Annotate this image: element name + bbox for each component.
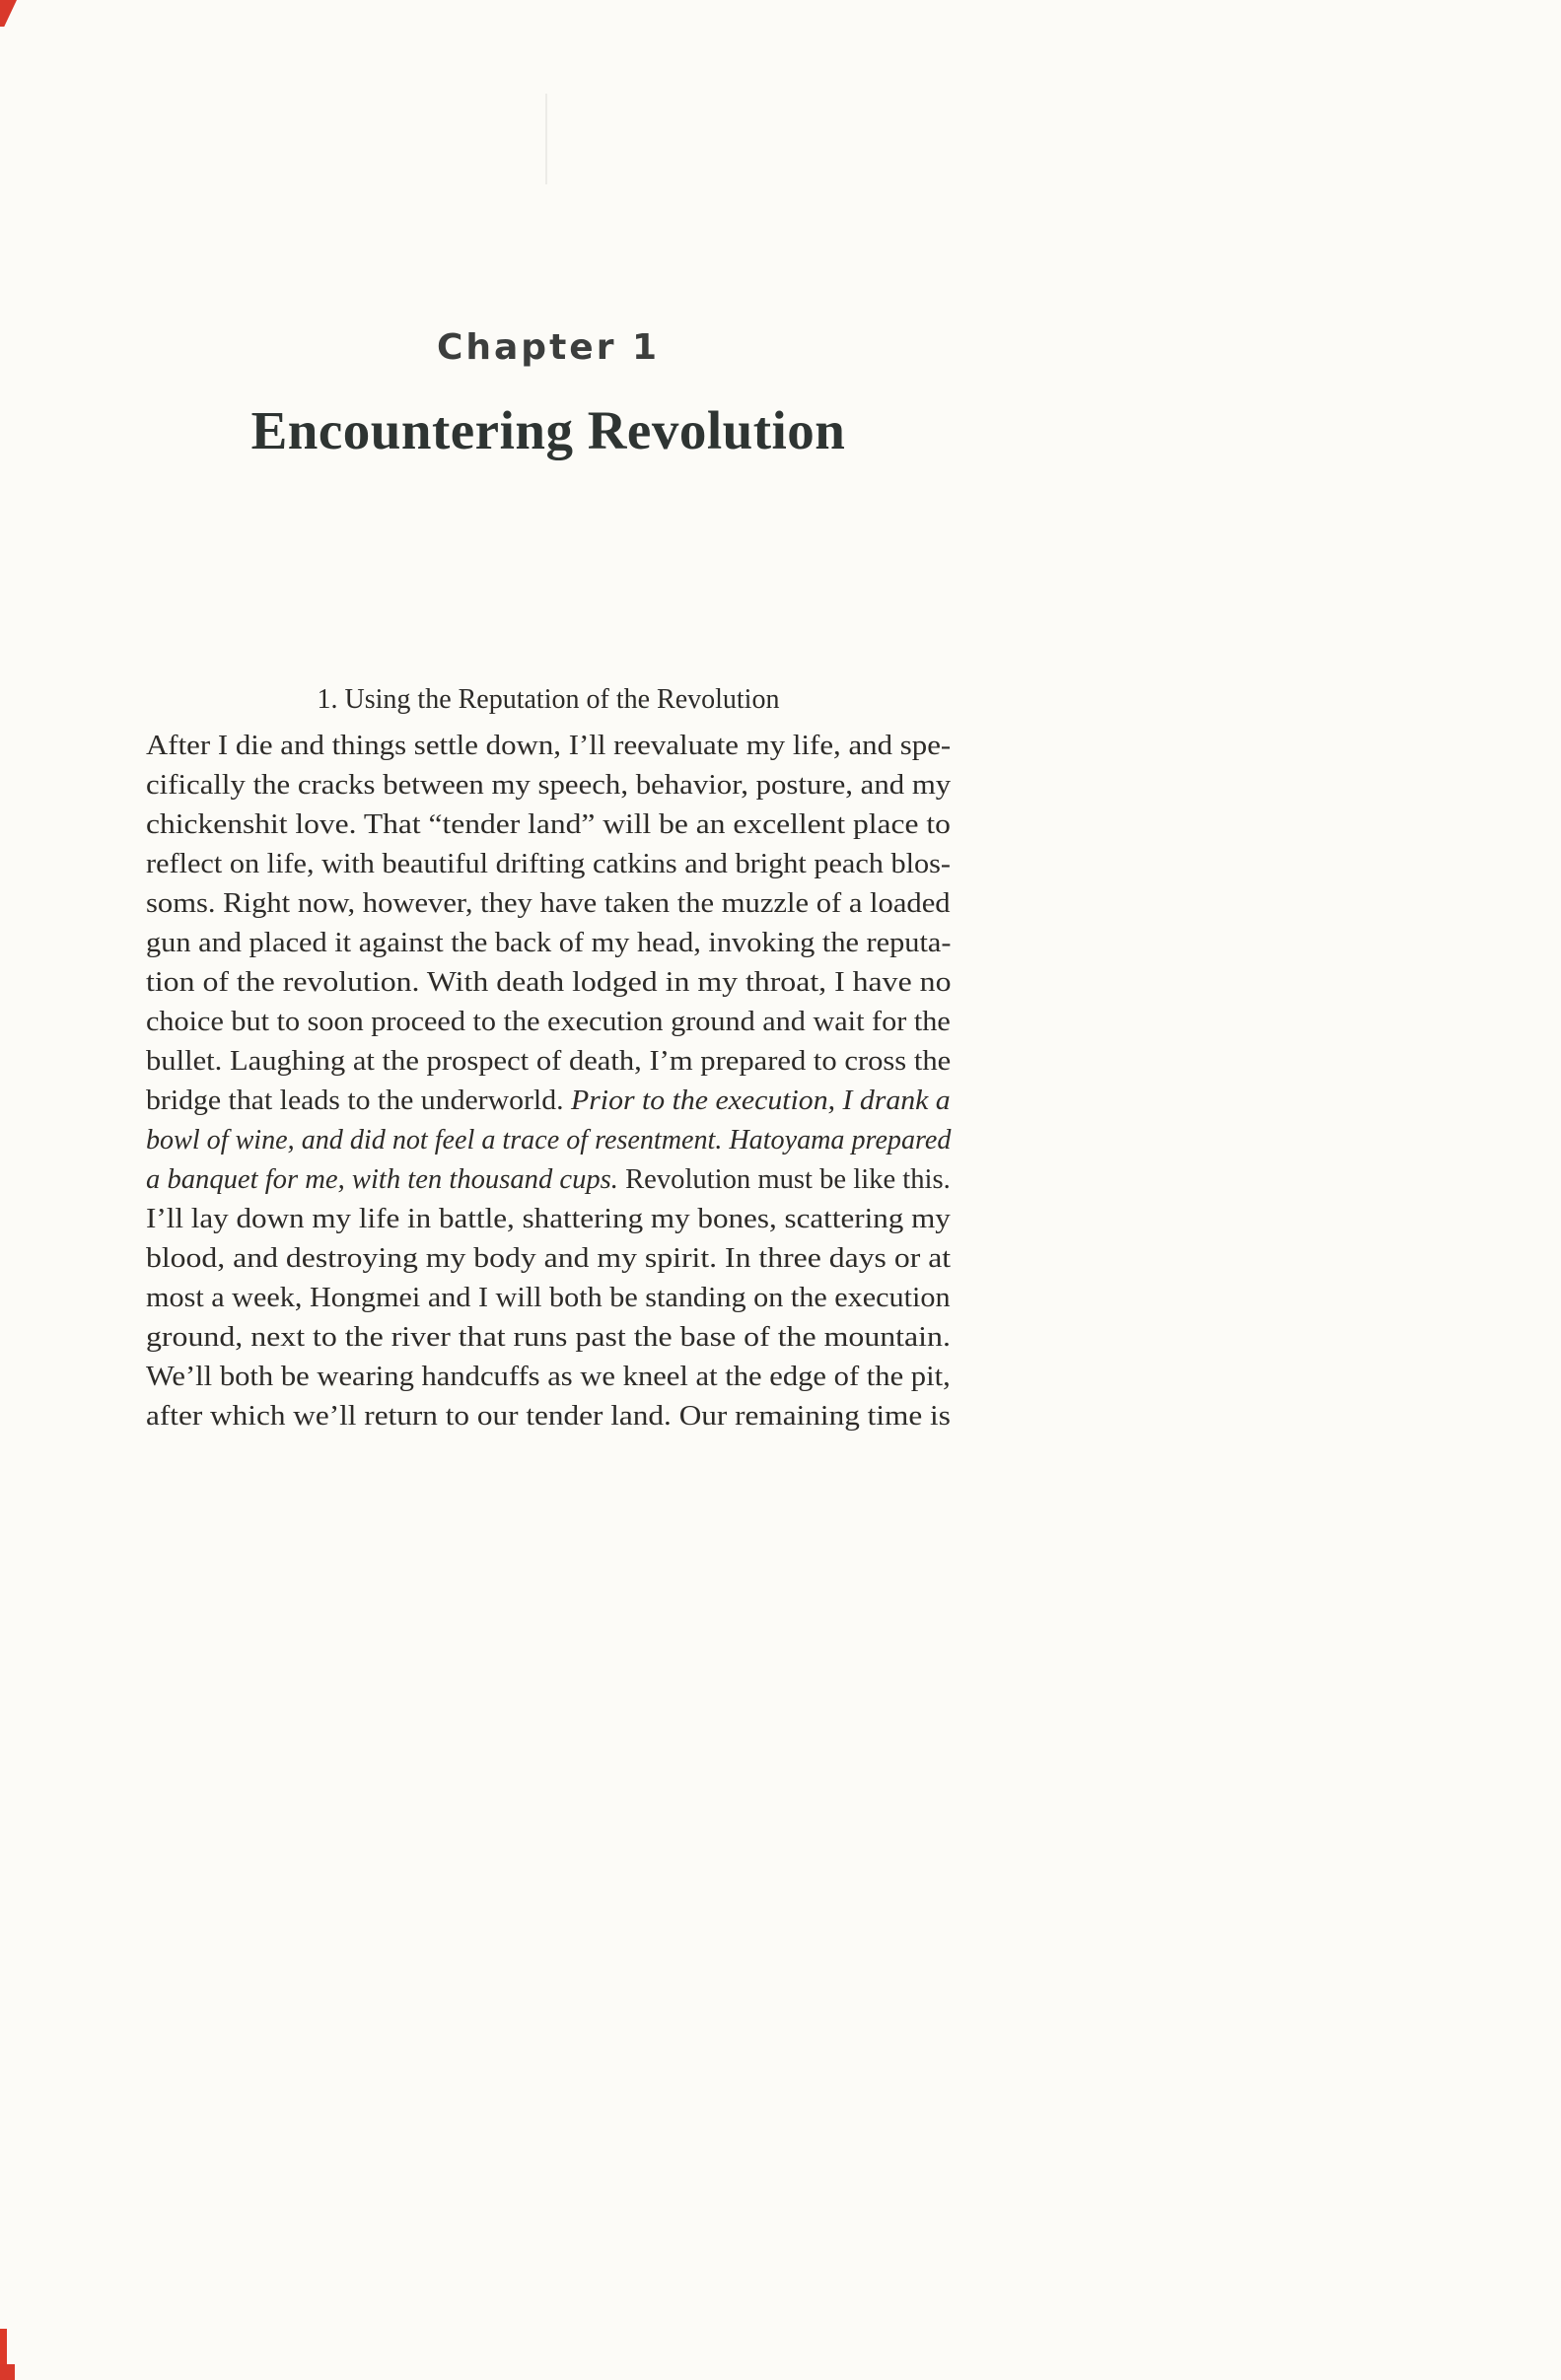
body-run: gun and placed it against the back of my head, invoking the reputa-: [146, 928, 952, 958]
body-line: [146, 1003, 951, 1042]
body-run: reflect on life, with beautiful drifting catkins and bright peach blos-: [146, 849, 951, 879]
body-line: [146, 727, 951, 766]
chapter-label: Chapter 1: [436, 327, 661, 368]
body-run: cifically the cracks between my speech, behavior, posture, and my: [146, 770, 952, 801]
body-run: blood, and destroying my body and my spirit. In three days or at: [146, 1243, 952, 1274]
body-run: tion of the revolution. With death lodged in my throat, I have no: [146, 967, 952, 998]
body-run: choice but to soon proceed to the execution ground and wait for the: [146, 1007, 951, 1037]
body-line: [146, 1358, 951, 1397]
body-run: bullet. Laughing at the prospect of death, I’m prepared to cross the: [146, 1046, 952, 1077]
body-run: I’ll lay down my life in battle, shattering my bones, scattering my: [146, 1204, 951, 1234]
body-run: soms. Right now, however, they have taken the muzzle of a loaded: [146, 888, 951, 919]
body-line: [146, 805, 951, 845]
body-line: [146, 1082, 951, 1121]
body-run: most a week, Hongmei and I will both be standing on the execution: [146, 1283, 951, 1313]
body-text: [146, 727, 951, 1436]
body-line: [146, 1160, 951, 1200]
body-line: [146, 1042, 951, 1082]
body-run: bridge that leads to the underworld.: [146, 1085, 572, 1116]
body-run-italic: Prior to the execution, I drank a: [571, 1085, 951, 1116]
body-run-italic: bowl of wine, and did not feel a trace of resentment. Hatoyama prepared: [146, 1125, 952, 1155]
body-run: after which we’ll return to our tender land. Our remaining time is: [146, 1401, 951, 1432]
body-line: [146, 1121, 951, 1160]
body-run: After I die and things settle down, I’ll reevaluate my life, and spe-: [146, 731, 952, 761]
body-line: [146, 1318, 951, 1358]
section-heading: 1. Using the Reputation of the Revolution: [317, 684, 780, 715]
body-line: [146, 845, 951, 884]
scan-artifact-top-left: [0, 0, 17, 27]
scan-artifact-vertical-line: [545, 94, 547, 184]
body-line: [146, 1200, 951, 1239]
body-line: [146, 924, 951, 963]
body-run: chickenshit love. That “tender land” will be an excellent place to: [146, 809, 951, 840]
body-line: [146, 1397, 951, 1436]
text-block: [146, 680, 951, 1436]
body-line: [146, 1279, 951, 1318]
body-line: [146, 766, 951, 805]
body-line: [146, 1239, 951, 1279]
body-line: [146, 884, 951, 924]
body-run-italic: a banquet for me, with ten thousand cups.: [146, 1164, 618, 1195]
body-run: We’ll both be wearing handcuffs as we kneel at the edge of the pit,: [146, 1362, 951, 1392]
body-run: Revolution must be like this.: [617, 1164, 951, 1195]
scan-artifact-bottom-corner: [0, 2364, 15, 2380]
chapter-title: Encountering Revolution: [250, 400, 846, 460]
body-run: ground, next to the river that runs past the base of the mountain.: [146, 1322, 951, 1353]
body-line: [146, 963, 951, 1003]
